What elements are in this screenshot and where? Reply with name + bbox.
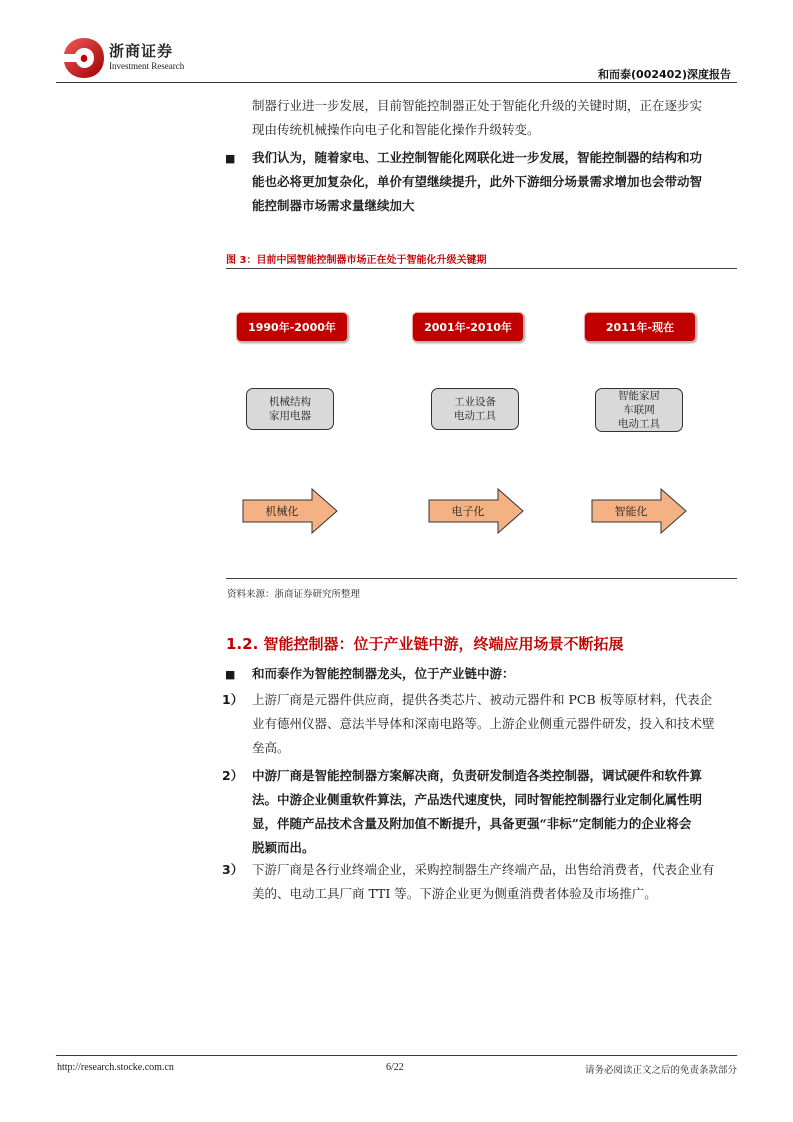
text-line: 美的、电动工具厂商 TTI 等。下游企业更为侧重消费者体验及市场推广。 (252, 886, 657, 901)
phase-label: 智能化 (614, 505, 648, 518)
logo-chinese-name: 浙商证券 (109, 42, 174, 60)
text-line: 能控制器市场需求量继续加大 (252, 198, 415, 213)
intro-continuation (252, 94, 738, 142)
footer-disclaimer: 请务必阅读正文之后的免责条款部分 (584, 1065, 737, 1076)
field-label: 家用电器 (269, 410, 311, 422)
phase-label: 电子化 (451, 505, 485, 518)
footer-url-link[interactable]: http://research.stocke.com.cn (57, 1062, 174, 1073)
text-line: 法。中游企业侧重软件算法，产品迭代速度快，同时智能控制器行业定制化属性明 (252, 792, 703, 807)
figure-source: 资料来源：浙商证券研究所整理 (227, 589, 361, 600)
logo-mark-icon (62, 36, 106, 80)
stage-phase-arrow-2 (428, 488, 524, 534)
footer-rule (56, 1055, 737, 1056)
list-item (252, 858, 738, 906)
list-number: 2） (222, 768, 244, 783)
text-line: 垒高。 (252, 740, 290, 755)
stage-fields-3 (595, 388, 683, 432)
list-number: 3） (222, 862, 244, 877)
stage-fields-2 (431, 388, 519, 430)
text-line: 业有德州仪器、意法半导体和深南电路等。上游企业侧重元器件研发，投入和技术壁 (252, 716, 715, 731)
list-item (252, 764, 738, 860)
stage-phase-arrow-3 (591, 488, 687, 534)
figure-top-rule (226, 268, 737, 269)
section-heading: 1.2. 智能控制器：位于产业链中游，终端应用场景不断拓展 (226, 635, 624, 653)
text-line: 下游厂商是各行业终端企业，采购控制器生产终端产品，出售给消费者，代表企业有 (252, 862, 715, 877)
text-line: 中游厂商是智能控制器方案解决商，负责研发制造各类控制器，调试硬件和软件算 (252, 768, 703, 783)
section-lead: 和而泰作为智能控制器龙头，位于产业链中游： (252, 666, 515, 681)
field-label: 车联网 (623, 404, 655, 416)
stage-fields-1 (246, 388, 334, 430)
text-line: 显，伴随产品技术含量及附加值不断提升，具备更强“非标”定制能力的企业将会 (252, 816, 692, 831)
bullet-square-icon: ■ (225, 668, 236, 681)
field-label: 机械结构 (269, 396, 311, 408)
text-line: 能也必将更加复杂化，单价有望继续提升，此外下游细分场景需求增加也会带动智 (252, 174, 703, 189)
field-label: 智能家居 (618, 390, 660, 402)
field-label: 电动工具 (618, 418, 660, 430)
phase-label: 机械化 (265, 505, 299, 518)
stage-period-3: 2011年-现在 (584, 312, 696, 342)
list-number: 1） (222, 692, 244, 707)
text-line: 现由传统机械操作向电子化和智能化操作升级转变。 (252, 122, 540, 137)
figure-bottom-rule (226, 578, 737, 579)
stage-period-2: 2001年-2010年 (412, 312, 524, 342)
figure-caption: 图 3：目前中国智能控制器市场正在处于智能化升级关键期 (226, 255, 487, 266)
text-line: 脱颖而出。 (252, 840, 315, 855)
company-logo (62, 36, 185, 80)
text-line: 制器行业进一步发展，目前智能控制器正处于智能化升级的关键时期，正在逐步实 (252, 98, 703, 113)
logo-english-name: Investment Research (109, 61, 185, 71)
stage-phase-arrow-1 (242, 488, 338, 534)
report-title: 和而泰(002402)深度报告 (598, 68, 731, 81)
bullet-square-icon: ■ (225, 152, 236, 165)
list-item (252, 688, 738, 760)
field-label: 工业设备 (454, 396, 496, 408)
text-line: 我们认为，随着家电、工业控制智能化网联化进一步发展，智能控制器的结构和功 (252, 150, 703, 165)
field-label: 电动工具 (454, 410, 496, 422)
page-number: 6/22 (386, 1062, 404, 1073)
opinion-paragraph (252, 146, 738, 218)
stage-period-1: 1990年-2000年 (236, 312, 348, 342)
text-line: 上游厂商是元器件供应商，提供各类芯片、被动元器件和 PCB 板等原材料，代表企 (252, 692, 713, 707)
header-rule (56, 82, 737, 83)
